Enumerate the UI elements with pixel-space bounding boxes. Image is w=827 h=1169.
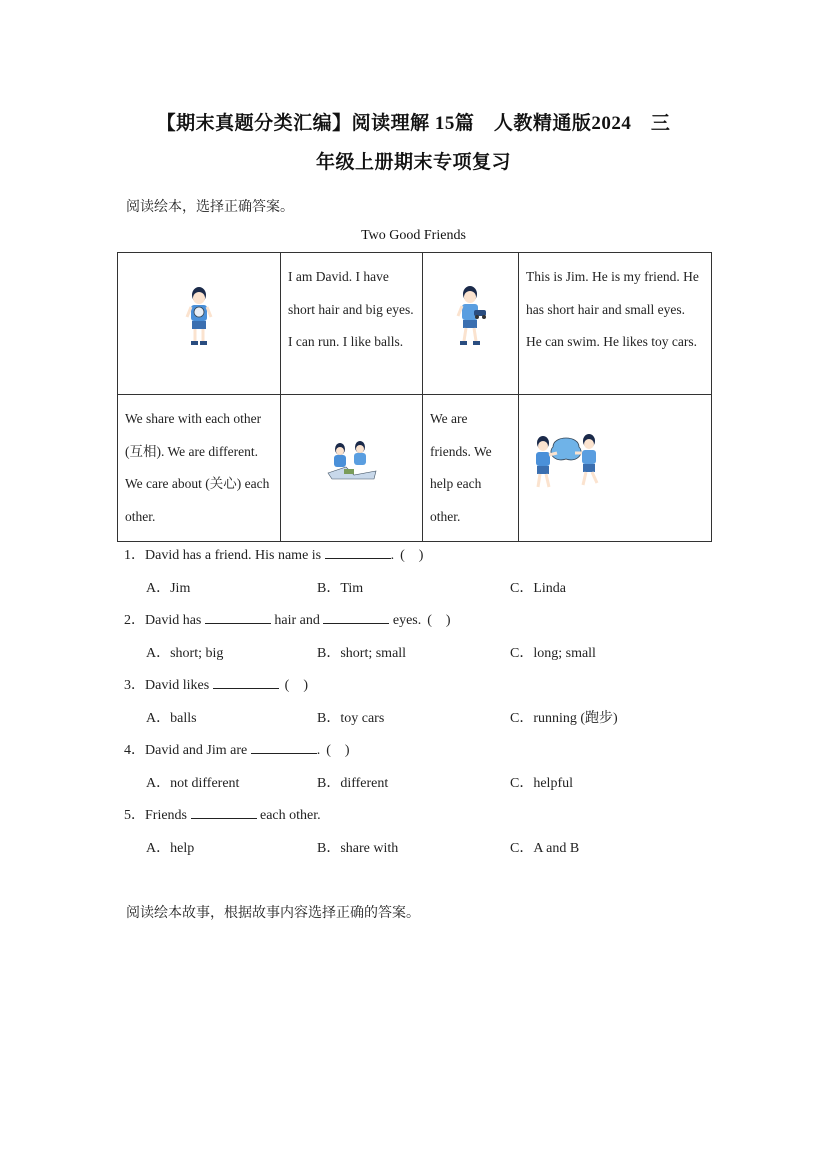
q2-option-c[interactable]: C．long; small: [510, 646, 596, 661]
q4-option-b[interactable]: B．different: [317, 776, 389, 791]
question-3: 3．David likes ( ): [124, 674, 308, 694]
answer-blank[interactable]: [325, 545, 391, 559]
q3-option-a[interactable]: A．balls: [146, 711, 197, 726]
page-title: [100, 104, 727, 182]
story-table: [117, 252, 712, 542]
title-line-1: 【期末真题分类汇编】阅读理解 15篇 人教精通版2024 三: [156, 113, 671, 134]
answer-blank[interactable]: [251, 740, 317, 754]
answer-blank[interactable]: [323, 610, 389, 624]
helping-picture-cell: [519, 395, 712, 542]
q3-option-b[interactable]: B．toy cars: [317, 711, 385, 726]
q5-option-b[interactable]: B．share with: [317, 841, 399, 856]
title-line-2: 年级上册期末专项复习: [315, 152, 511, 173]
jim-illustration: [450, 284, 492, 350]
jim-picture-cell: [423, 253, 519, 395]
instruction-1: 阅读绘本，选择正确答案。: [126, 199, 294, 215]
q1-option-c[interactable]: C．Linda: [510, 581, 566, 596]
kids-sitting-illustration: [324, 441, 380, 483]
kids-carrying-illustration: [527, 429, 605, 495]
answer-blank[interactable]: [205, 610, 271, 624]
question-4: 4．David and Jim are . ( ): [124, 739, 350, 759]
q5-option-a[interactable]: A．help: [146, 841, 195, 856]
question-1: 1．David has a friend. His name is . ( ): [124, 544, 423, 564]
david-picture-cell: [118, 253, 281, 395]
jim-text-cell: This is Jim. He is my friend. He has short hair and small eyes. He can swim. He likes toy cars.: [519, 253, 712, 395]
sharing-picture-cell: [281, 395, 423, 542]
david-text-cell: I am David. I have short hair and big eyes. I can run. I like balls.: [281, 253, 423, 395]
q3-option-c[interactable]: C．running (跑步): [510, 711, 618, 726]
q4-option-a[interactable]: A．not different: [146, 776, 240, 791]
story-title: Two Good Friends: [361, 228, 466, 243]
answer-blank[interactable]: [191, 805, 257, 819]
question-5: 5．Friends each other.: [124, 804, 321, 824]
share-text-cell: We share with each other (互相). We are different. We care about (关心) each other.: [118, 395, 281, 542]
q2-option-a[interactable]: A．short; big: [146, 646, 224, 661]
q2-option-b[interactable]: B．short; small: [317, 646, 407, 661]
question-2: 2．David has hair and eyes. ( ): [124, 609, 451, 629]
q1-option-a[interactable]: A．Jim: [146, 581, 191, 596]
q5-option-c[interactable]: C．A and B: [510, 841, 580, 856]
q1-option-b[interactable]: B．Tim: [317, 581, 364, 596]
instruction-2: 阅读绘本故事，根据故事内容选择正确的答案。: [126, 905, 420, 921]
david-illustration: [179, 285, 219, 349]
answer-blank[interactable]: [213, 675, 279, 689]
friends-text-cell: We are friends. We help each other.: [423, 395, 519, 542]
q4-option-c[interactable]: C．helpful: [510, 776, 573, 791]
